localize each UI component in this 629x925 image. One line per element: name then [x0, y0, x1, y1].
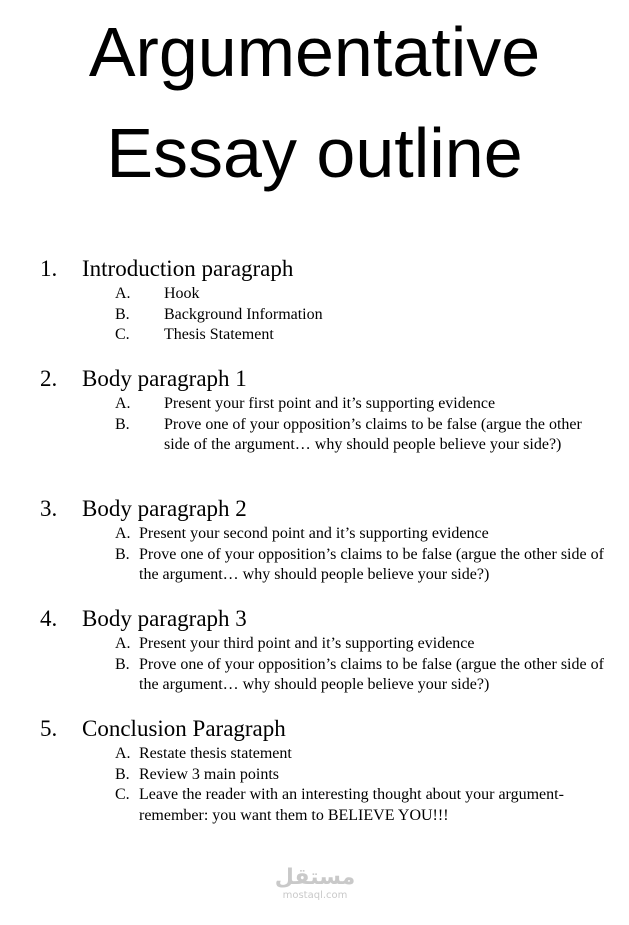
outline-item: [0, 744, 629, 765]
item-text: Prove one of your opposition’s claims to be false (argue the other side of the argument… why should people believe your side?): [139, 545, 604, 583]
watermark-latin-text: mostaql.com: [282, 890, 348, 901]
section-number: 2.: [40, 366, 58, 391]
section-title: Conclusion Paragraph: [82, 716, 286, 741]
section-number: 1.: [40, 256, 58, 281]
section-title: Body paragraph 2: [82, 496, 247, 521]
outline-section-2: [0, 364, 629, 456]
section-number: 5.: [40, 716, 58, 741]
outline-item: [0, 785, 629, 826]
item-letter: A.: [115, 525, 131, 542]
item-text: Review 3 main points: [139, 765, 279, 783]
item-letter: A.: [115, 745, 131, 762]
outline-item: [0, 325, 629, 346]
outline-item: [0, 655, 629, 696]
section-heading: [0, 714, 629, 744]
outline-item: [0, 524, 629, 545]
section-heading: [0, 364, 629, 394]
section-number: 4.: [40, 606, 58, 631]
item-text: Leave the reader with an interesting thought about your argument- remember: you want them to BELIEVE YOU!!!: [139, 786, 564, 824]
item-text: Present your third point and it’s supporting evidence: [139, 635, 475, 652]
item-letter: A.: [115, 395, 131, 412]
item-letter: C.: [115, 326, 130, 343]
page-title-line-1: Argumentative: [88, 13, 541, 91]
item-letter: A.: [115, 285, 131, 302]
section-heading: [0, 604, 629, 634]
item-text: Restate thesis statement: [139, 745, 292, 762]
watermark-logo: [272, 866, 358, 902]
item-text: Background Information: [164, 305, 323, 323]
item-text: Present your first point and it’s supporting evidence: [164, 395, 496, 412]
outline-item: [0, 394, 629, 415]
item-text: Thesis Statement: [164, 326, 274, 343]
item-text: Prove one of your opposition’s claims to be false (argue the other side of the argument… why should people believe your side?): [139, 655, 604, 693]
item-text: Hook: [164, 285, 200, 302]
item-text: Prove one of your opposition’s claims to be false (argue the other side of the argument… why should people believe your side?): [164, 415, 582, 453]
section-title: Body paragraph 1: [82, 366, 247, 391]
outline-item: [0, 634, 629, 655]
item-letter: B.: [115, 305, 130, 323]
section-title: Introduction paragraph: [82, 256, 294, 281]
outline-item: [0, 545, 629, 586]
outline-section-3: [0, 494, 629, 586]
item-letter: A.: [115, 635, 131, 652]
section-heading: [0, 254, 629, 284]
outline-item: [0, 415, 629, 456]
outline-section-4: [0, 604, 629, 696]
item-letter: C.: [115, 786, 130, 803]
item-letter: B.: [115, 655, 130, 673]
outline-section-5: [0, 714, 629, 826]
item-text: Present your second point and it’s supporting evidence: [139, 525, 489, 542]
outline-item: [0, 305, 629, 326]
item-letter: B.: [115, 545, 130, 563]
page-title-line-2: Essay outline: [106, 114, 523, 192]
section-heading: [0, 494, 629, 524]
section-number: 3.: [40, 496, 58, 521]
outline-section-1: [0, 254, 629, 346]
outline-item: [0, 765, 629, 786]
item-letter: B.: [115, 765, 130, 783]
watermark-arabic-text: مستقل: [274, 865, 356, 890]
outline-item: [0, 284, 629, 305]
item-letter: B.: [115, 415, 130, 433]
section-title: Body paragraph 3: [82, 606, 247, 631]
